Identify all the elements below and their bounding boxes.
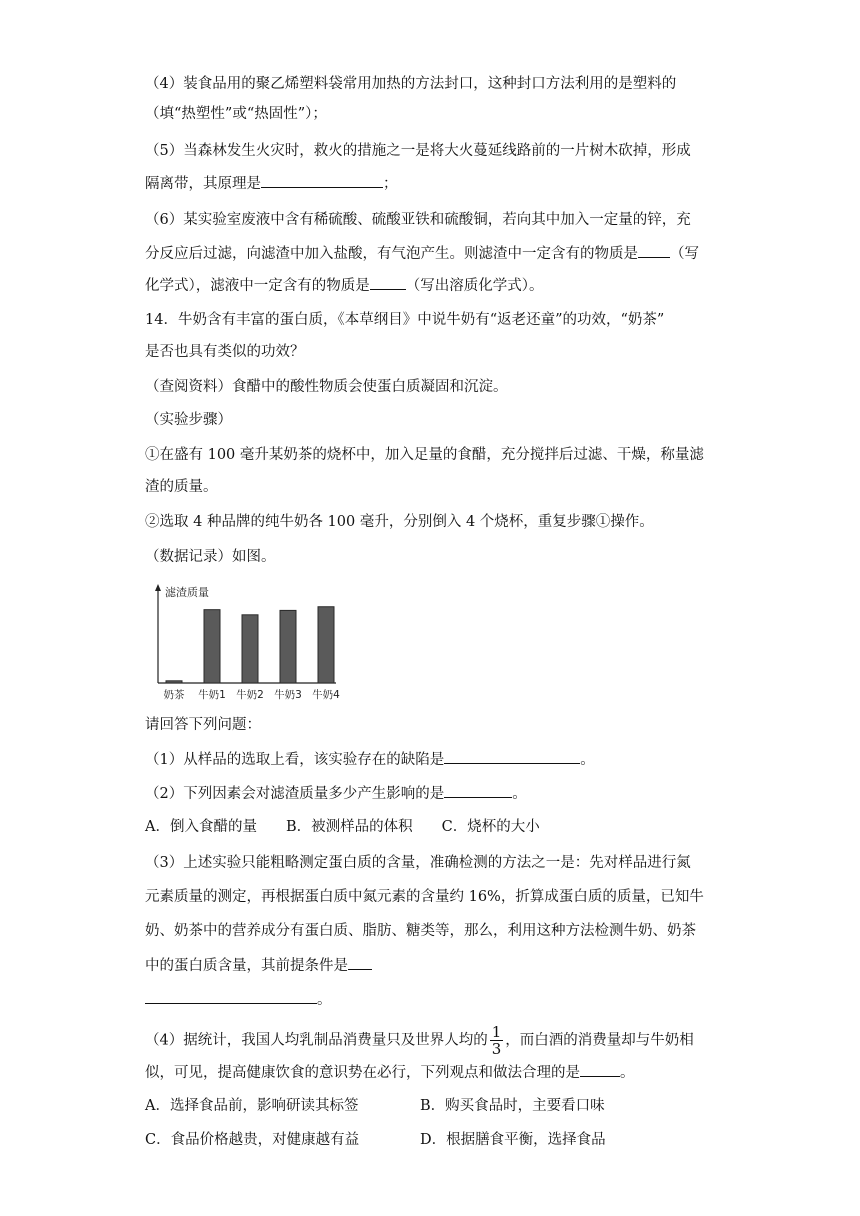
answer-blank[interactable]: [145, 989, 317, 1004]
answer-blank[interactable]: [638, 243, 670, 258]
q13-part4-line2: （填“热塑性”或“热固性”）；: [145, 106, 327, 122]
q14-answer3-line1: （3）上述实验只能粗略测定蛋白质的含量，准确检测的方法之一是：先对样品进行氮: [145, 855, 691, 871]
q14-answer2-options: A．倒入食醋的量 B．被测样品的体积 C．烧杯的大小: [145, 819, 540, 835]
q14-answer3-line4: 中的蛋白质含量，其前提条件是: [145, 955, 372, 976]
x-tick-label: 奶茶: [163, 689, 185, 701]
q13-part5-line1: （5）当森林发生火灾时，救火的措施之一是将大火蔓延线路前的一片树木砍掉，形成: [145, 143, 691, 159]
bar-chart: [140, 578, 350, 706]
y-axis-arrow: [155, 584, 161, 591]
bar-牛奶2: [242, 615, 258, 683]
answer-blank[interactable]: [261, 173, 383, 188]
q14-answer3-line5: 。: [145, 989, 332, 1010]
y-axis-label: 滤渣质量: [165, 586, 209, 599]
q14-intro-line2: 是否也具有类似的功效？: [145, 344, 305, 360]
q13-part6-line3: 化学式），滤液中一定含有的物质是 （写出溶质化学式）。: [145, 275, 544, 296]
q13-part5-line2: 隔离带，其原理是 ；: [145, 173, 398, 194]
q14-answer4-line1: （4）据统计，我国人均乳制品消费量只及世界人均的 $\frac{1}{3}$ ，而白酒的消费量却与牛奶相: [145, 1023, 694, 1058]
q14-reference: （查阅资料）食醋中的酸性物质会使蛋白质凝固和沉淀。: [145, 379, 508, 395]
q14-answer2: （2）下列因素会对滤渣质量多少产生影响的是 。: [145, 783, 527, 804]
q14-data-record: （数据记录）如图。: [145, 549, 276, 565]
answer-blank[interactable]: [580, 1062, 620, 1077]
q14-answer4-line2: 似，可见，提高健康饮食的意识势在必行，下列观点和做法合理的是 。: [145, 1062, 635, 1083]
x-tick-label: 牛奶3: [274, 689, 302, 701]
x-tick-label: 牛奶1: [198, 689, 226, 701]
q14-steps-title: （实验步骤）: [145, 412, 232, 428]
q13-part6-line2: 分反应后过滤，向滤渣中加入盐酸，有气泡产生。则滤渣中一定含有的物质是 （写: [145, 243, 699, 264]
answer-blank[interactable]: [444, 749, 580, 764]
q14-answer3-line3: 奶、奶茶中的营养成分有蛋白质、脂肪、糖类等，那么，利用这种方法检测牛奶、奶茶: [145, 923, 696, 939]
q14-ask: 请回答下列问题：: [145, 717, 261, 733]
q13-part4-line1: （4）装食品用的聚乙烯塑料袋常用加热的方法封口，这种封口方法利用的是塑料的: [145, 76, 677, 92]
q13-part6-line1: （6）某实验室废液中含有稀硫酸、硫酸亚铁和硫酸铜，若向其中加入一定量的锌，充: [145, 212, 691, 228]
q14-step1-line1: ①在盛有 100 毫升某奶茶的烧杯中，加入足量的食醋，充分搅拌后过滤、干燥，称量滤: [145, 447, 704, 463]
q14-option-a: A．选择食品前，影响研读其标签: [145, 1098, 359, 1114]
q14-option-d: D．根据膳食平衡，选择食品: [420, 1132, 606, 1148]
x-tick-label: 牛奶2: [236, 689, 264, 701]
bar-奶茶: [166, 681, 182, 683]
q14-answer3-line2: 元素质量的测定，再根据蛋白质中氮元素的含量约 16%，折算成蛋白质的质量，已知牛: [145, 889, 704, 905]
q14-step2: ②选取 4 种品牌的纯牛奶各 100 毫升，分别倒入 4 个烧杯，重复步骤①操作。: [145, 514, 654, 530]
q14-step1-line2: 渣的质量。: [145, 479, 218, 495]
chart-bars: [166, 607, 334, 683]
bar-牛奶4: [318, 607, 334, 683]
fraction-one-third: $\frac{1}{3}$: [491, 1023, 502, 1058]
q14-answer1: （1）从样品的选取上看，该实验存在的缺陷是 。: [145, 749, 595, 770]
answer-blank[interactable]: [370, 275, 406, 290]
x-tick-label: 牛奶4: [312, 689, 340, 701]
answer-blank[interactable]: [348, 955, 372, 970]
bar-牛奶3: [280, 610, 296, 683]
bar-牛奶1: [204, 610, 220, 683]
answer-blank[interactable]: [444, 783, 512, 798]
q14-option-b: B．购买食品时，主要看口味: [420, 1098, 605, 1114]
q14-option-c: C．食品价格越贵，对健康越有益: [145, 1132, 360, 1148]
q14-intro-line1: 14．牛奶含有丰富的蛋白质，《本草纲目》中说牛奶有“返老还童”的功效，“奶茶”: [145, 312, 665, 328]
